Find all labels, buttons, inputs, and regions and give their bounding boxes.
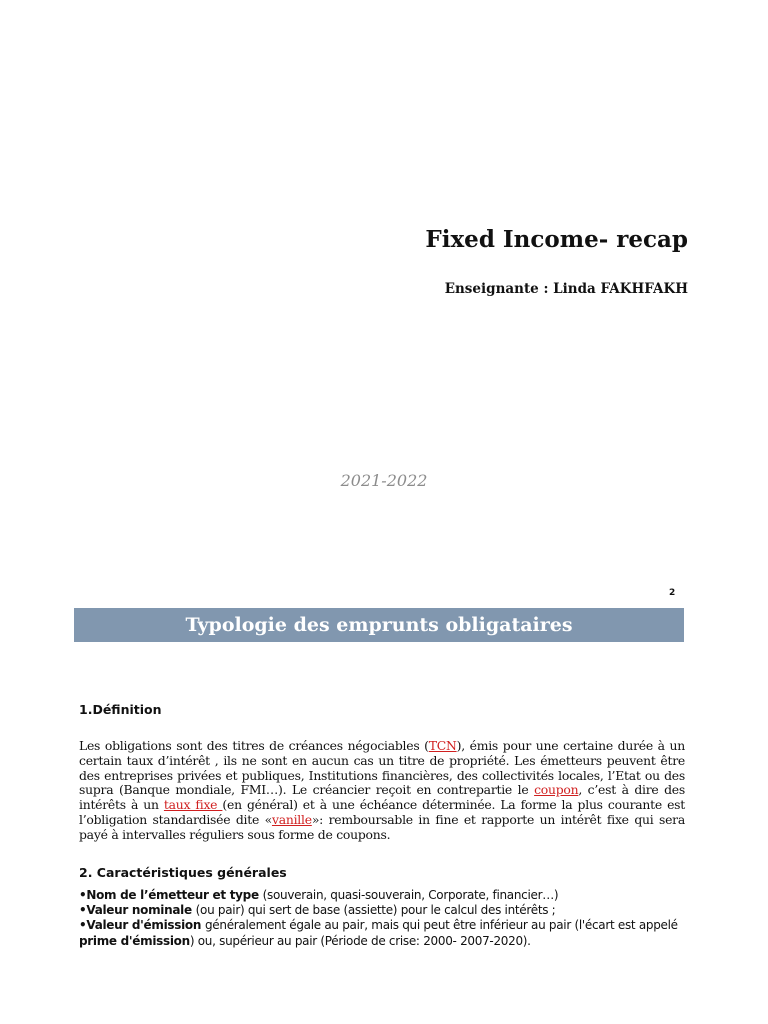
definition-text-3: , c’est à dire des intérêts à un [79,782,686,813]
characteristics-heading: 2. Caractéristiques générales [79,865,287,880]
document-title: Fixed Income- recap [425,226,688,253]
list-item [79,903,689,918]
vanille-link[interactable]: vanille [271,811,312,827]
taux-fixe-link[interactable]: taux fixe [163,797,223,813]
bullet-text: généralement égale au pair, mais qui peut être inférieur au pair (l'écart est appelé [204,918,678,933]
bullet-term-inline: prime d'émission [79,933,190,948]
definition-text-4: (en général) et à une échéance déterminée. La forme la plus courante est l’obligation standardisée dite « [79,797,685,827]
section-banner [74,608,684,642]
page-number: 2 [669,588,676,598]
bullet-text: (souverain, quasi-souverain, Corporate, financier…) [262,888,559,902]
academic-year: 2021-2022 [340,471,428,490]
section-banner-title: Typologie des emprunts obligataires [185,614,573,636]
definition-text-1: Les obligations sont des titres de créances négociables ( [79,738,429,753]
tcn-link[interactable]: TCN [428,738,457,753]
list-item [79,888,689,903]
bullet-term: •Nom de l’émetteur et type [79,888,263,902]
definition-heading: 1.Définition [79,702,162,717]
teacher-name: Enseignante : Linda FAKHFAKH [444,281,688,297]
coupon-link[interactable]: coupon [534,782,579,798]
bullet-term: •Valeur d'émission [79,918,205,933]
definition-paragraph [79,739,685,843]
characteristics-list [79,888,689,949]
bullet-text-end: ) ou, supérieur au pair (Période de crise: 2000- 2007-2020). [189,933,531,948]
list-item [79,918,689,948]
bullet-text: (ou pair) qui sert de base (assiette) pour le calcul des intérêts ; [195,903,556,918]
definition-text-5: »: remboursable in fine et rapporte un intérêt fixe qui sera payé à intervalles réguliers sous forme de coupons. [79,811,685,842]
bullet-term: •Valeur nominale [79,903,196,918]
definition-text-2: ), émis pour une certaine durée à un certain taux d’intérêt , ils ne sont en aucun cas un titre de propriété. Les émetteurs peuvent être des entreprises privées et publiques, Institutions financières, des collectivités locales, l’Etat ou des supra (Banque mondiale, FMI…). Le créancier reçoit en contrepartie le [79,738,685,798]
